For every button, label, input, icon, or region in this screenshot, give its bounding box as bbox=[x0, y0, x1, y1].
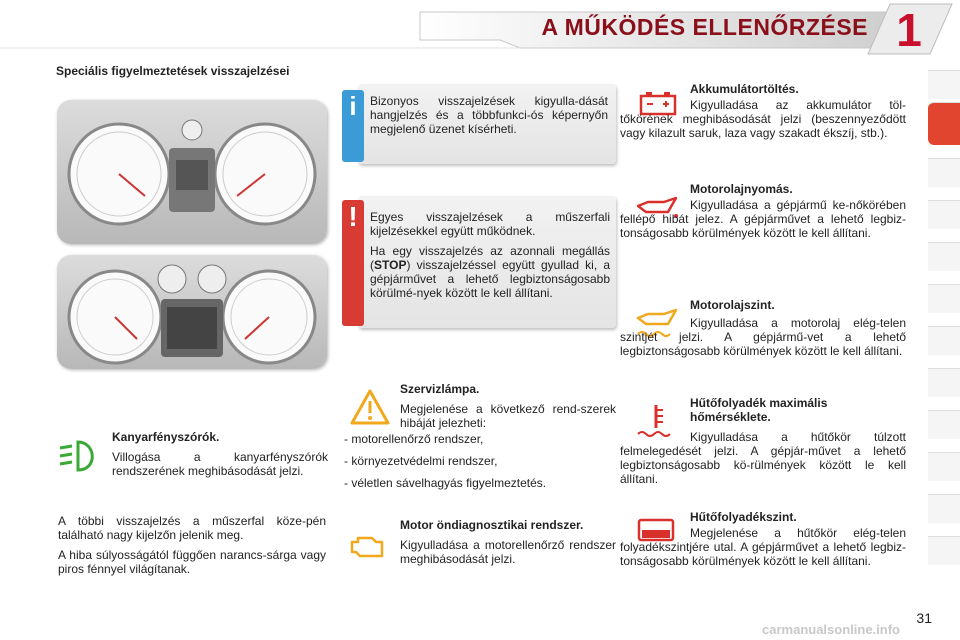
info-icon: i bbox=[349, 91, 357, 121]
engine-check-icon-drawing bbox=[348, 532, 388, 560]
cornering-light-icon bbox=[58, 438, 100, 474]
service-lamp-text: Megjelenése a következő rend-szerek hibáját jelezheti: bbox=[400, 402, 616, 430]
warning-text-2-before: Ha egy visszajelzés az azonnali megállás ( bbox=[370, 244, 610, 272]
chapter-tab-active[interactable] bbox=[928, 102, 960, 145]
oil-pressure-text: Kigyulladása a gépjármű ke-nőkörében fellépő hibát jelez. A gépjárművet a lehető legbiz-tonságosabb körülmények között le kell állítani. bbox=[620, 198, 906, 240]
other-warnings-text bbox=[58, 514, 326, 582]
instrument-cluster-drawing bbox=[57, 100, 327, 244]
engine-diag-text: Kigyulladása a motorellenőrző rendszer meghibásodását jelzi. bbox=[400, 538, 616, 566]
warning-box bbox=[348, 196, 616, 328]
cornering-lights-block bbox=[112, 430, 328, 484]
warning-text-2-after: ) visszajelzéssel együtt gyullad ki, a gépjárművet a lehető legbiztonságosabb körülmé-nyek között le kell állítani. bbox=[370, 258, 610, 300]
instrument-cluster-drawing bbox=[57, 255, 327, 369]
engine-diag-title: Motor öndiagnosztikai rendszer. bbox=[400, 518, 584, 532]
page-title: A MŰKÖDÉS ELLENŐRZÉSE bbox=[541, 14, 868, 40]
instrument-cluster-image-1 bbox=[57, 100, 327, 244]
coolant-level-text: Megjelenése a hűtőkör elég-telen folyadékszintjére utal. A gépjárművet a lehető legbiz-tonságosabb körülmények között le kell állítani. bbox=[620, 526, 906, 568]
list-item: - környezetvédelmi rendszer, bbox=[344, 454, 498, 468]
oil-level-title: Motorolajszint. bbox=[690, 298, 775, 312]
list-item: - véletlen sávelhagyás figyelmeztetés. bbox=[344, 476, 547, 490]
stop-label: STOP bbox=[374, 258, 407, 272]
chapter-tab[interactable] bbox=[928, 536, 960, 565]
chapter-tab[interactable] bbox=[928, 494, 960, 523]
exclamation-icon: ! bbox=[348, 201, 358, 232]
engine-diag-block bbox=[400, 518, 616, 572]
info-box bbox=[349, 84, 616, 164]
chapter-tabs bbox=[928, 70, 960, 590]
other-text-1: A többi visszajelzés a műszerfal köze-pén található nagy kijelzőn jelenik meg. bbox=[58, 514, 326, 542]
warning-text-1: Egyes visszajelzések a műszerfali kijelzésekkel együtt működnek. bbox=[370, 210, 610, 238]
page-header bbox=[0, 0, 960, 58]
chapter-tab[interactable] bbox=[928, 200, 960, 229]
service-warning-icon-drawing bbox=[350, 388, 390, 426]
page-number: 31 bbox=[916, 610, 932, 626]
chapter-tab[interactable] bbox=[928, 158, 960, 187]
service-lamp-title: Szervizlámpa. bbox=[400, 382, 480, 396]
engine-check-icon bbox=[348, 532, 388, 560]
info-tag bbox=[342, 90, 364, 162]
chapter-number: 1 bbox=[896, 4, 922, 56]
coolant-level-title: Hűtőfolyadékszint. bbox=[690, 510, 797, 524]
chapter-tab[interactable] bbox=[928, 410, 960, 439]
chapter-tab[interactable] bbox=[928, 326, 960, 355]
info-text: Bizonyos visszajelzések kigyulla-dását hangjelzés és a többfunkci-ós képernyőn megjelenő üzenet kísérheti. bbox=[370, 94, 608, 136]
coolant-temp-title: Hűtőfolyadék maximális hőmérséklete. bbox=[690, 396, 828, 424]
cornering-lights-text: Villogása a kanyarfényszórók rendszerének meghibásodását jelzi. bbox=[112, 450, 328, 478]
chapter-tab[interactable] bbox=[928, 284, 960, 313]
cornering-lights-title: Kanyarfényszórók. bbox=[112, 430, 220, 444]
warning-text-2 bbox=[370, 244, 610, 300]
warning-tag bbox=[342, 200, 364, 326]
service-warning-icon bbox=[350, 388, 390, 426]
other-text-2: A hiba súlyosságától függően narancs-sárga vagy piros fénnyel világítanak. bbox=[58, 548, 326, 576]
service-systems-list bbox=[344, 432, 624, 498]
watermark: carmanualsonline.info bbox=[762, 622, 900, 637]
chapter-tab[interactable] bbox=[928, 452, 960, 481]
chapter-tab[interactable] bbox=[928, 368, 960, 397]
list-item: - motorellenőrző rendszer, bbox=[344, 432, 484, 446]
battery-text: Kigyulladása az akkumulátor töl-tőkörének meghibásodását jelzi (beszennyeződött vagy kilazult saruk, laza vagy szakadt ékszíj, stb.). bbox=[620, 98, 906, 140]
coolant-temp-title-block bbox=[690, 396, 906, 430]
service-lamp-block bbox=[400, 382, 616, 436]
instrument-cluster-image-2 bbox=[57, 255, 327, 369]
chapter-tab[interactable] bbox=[928, 242, 960, 271]
coolant-temp-text: Kigyulladása a hűtőkör túlzott felmelegedését jelzi. A gépjár-művet a lehető legbiztonságosabb kö-rülmények között le kell állítani. bbox=[620, 430, 906, 486]
oil-level-text: Kigyulladása a motorolaj elég-telen szintjét jelzi. A gépjármű-vet a lehető legbiztonságosabb körülmények között le kell állítani. bbox=[620, 316, 906, 358]
section-title: Speciális figyelmeztetések visszajelzései bbox=[56, 64, 290, 78]
chapter-tab[interactable] bbox=[928, 70, 960, 99]
battery-title: Akkumulátortöltés. bbox=[690, 82, 799, 96]
cornering-light-icon-drawing bbox=[58, 438, 100, 474]
oil-pressure-title: Motorolajnyomás. bbox=[690, 182, 793, 196]
